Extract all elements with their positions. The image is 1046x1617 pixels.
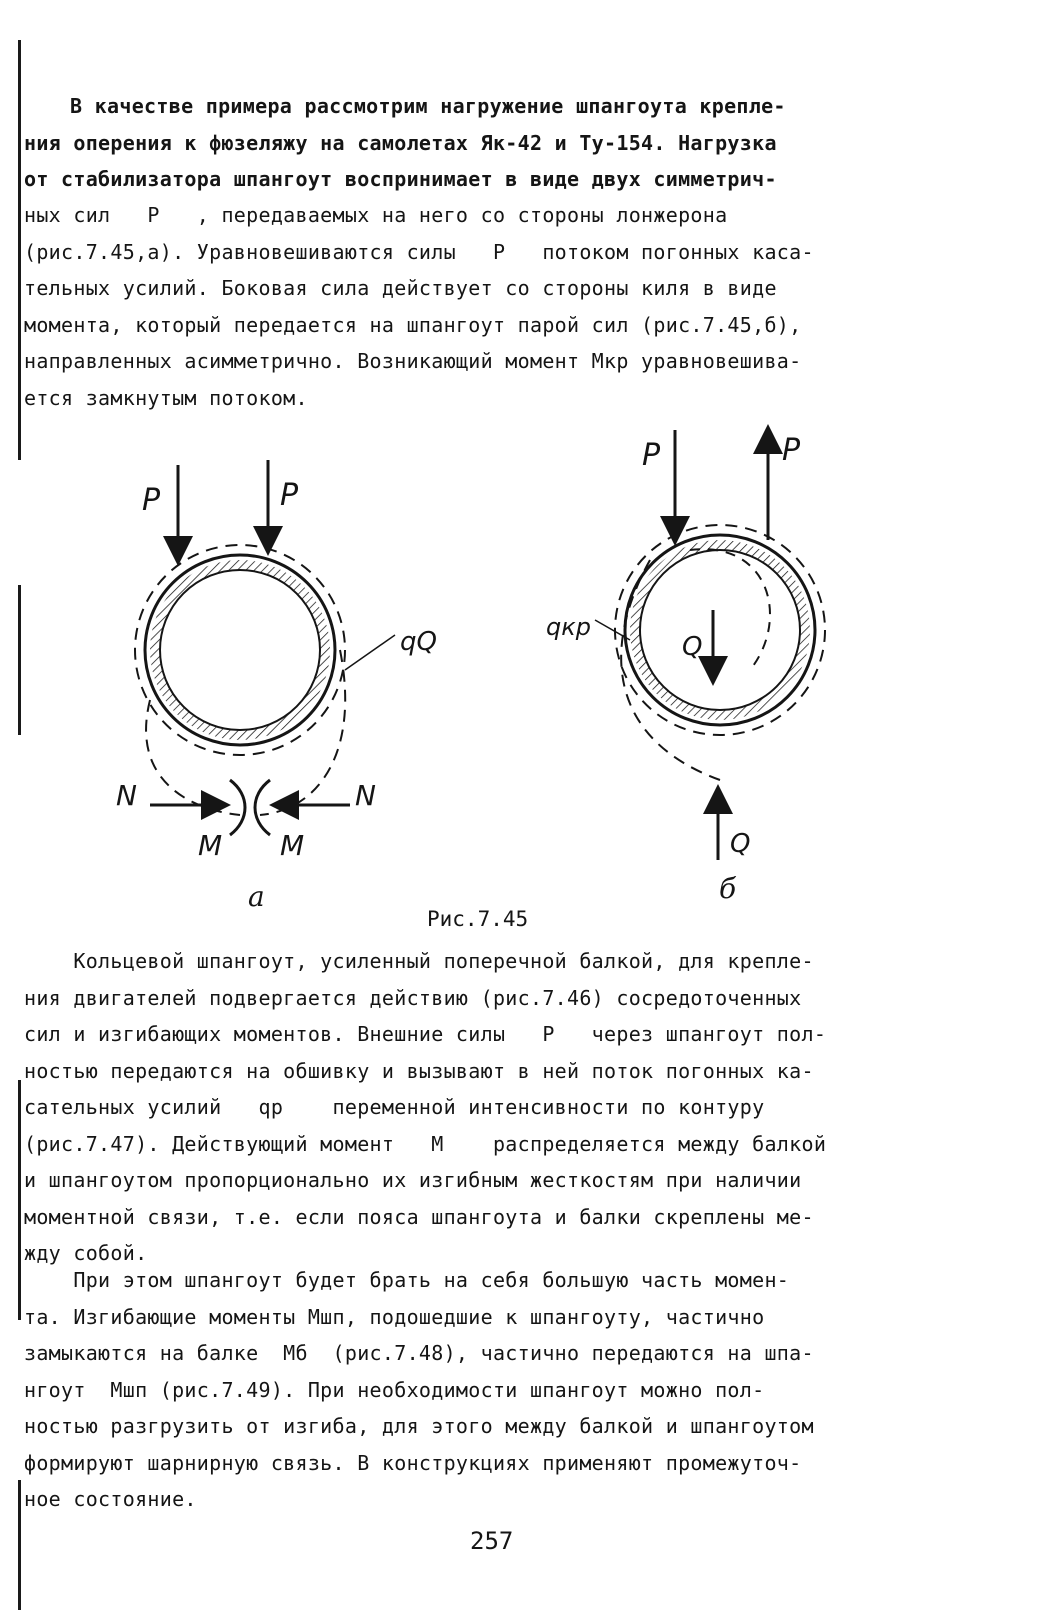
paragraph-moments (24, 1262, 984, 1518)
text-line: ное состояние. (24, 1487, 197, 1511)
shear-flow-circle (135, 545, 345, 755)
figure-7-45 (90, 420, 980, 920)
frame-inner-ring (640, 550, 800, 710)
moment-arc (230, 780, 245, 835)
text-line: сательных усилий qp переменной интенсивности по контуру (24, 1095, 765, 1119)
label-p: P (142, 483, 161, 518)
text-line: момента, который передается на шпангоут парой сил (рис.7.45,б), (24, 312, 802, 337)
text-line: Кольцевой шпангоут, усиленный поперечной балкой, для крепле- (24, 949, 814, 973)
text-line: ния двигателей подвергается действию (рис.7.46) сосредоточенных (24, 985, 802, 1010)
text-line: ностью передаются на обшивку и вызывают в ней поток погонных ка- (24, 1058, 814, 1083)
margin-rule (18, 40, 21, 460)
paragraph-frame (24, 943, 984, 1272)
text-line: моментной связи, т.е. если пояса шпангоута и балки скреплены ме- (24, 1204, 814, 1229)
text-line: от стабилизатора шпангоут воспринимает в виде двух симметрич- (24, 167, 777, 191)
text-line: ных сил P , передаваемых на него со стороны лонжерона (24, 203, 728, 227)
label-q: qQ (400, 627, 437, 657)
label-m: M (198, 829, 223, 862)
figure-letter: б (719, 872, 737, 905)
frame-outer-ring (145, 555, 335, 745)
moment-arc (255, 780, 270, 835)
frame-hatched-ring (635, 545, 805, 715)
frame-hatched-ring (155, 565, 325, 735)
text-line: (рис.7.47). Действующий момент M распределяется между балкой (24, 1131, 827, 1156)
label-q: qкр (546, 613, 591, 641)
text-line: (рис.7.45,а). Уравновешиваются силы P потоком погонных каса- (24, 239, 814, 264)
label-n: N (355, 779, 376, 812)
page-number: 257 (470, 1527, 514, 1555)
label-n: N (116, 779, 137, 812)
paragraph-intro (24, 197, 984, 416)
paragraph-intro-bold (24, 88, 984, 198)
text-line: ния оперения к фюзеляжу на самолетах Як-42 и Ту-154. Нагрузка (24, 130, 777, 155)
text-line: При этом шпангоут будет брать на себя большую часть момен- (24, 1268, 790, 1292)
text-line: замыкаются на балке Mб (рис.7.48), частично передаются на шпа- (24, 1341, 814, 1365)
label-p: P (280, 478, 299, 513)
diagram-a (116, 460, 437, 862)
leader-line (345, 635, 395, 670)
text-line: тельных усилий. Боковая сила действует со стороны киля в виде (24, 276, 777, 300)
diagram-b (546, 430, 825, 860)
text-line: формируют шарнирную связь. В конструкциях применяют промежуточ- (24, 1450, 802, 1475)
text-line: ется замкнутым потоком. (24, 385, 308, 410)
text-line: жду собой. (24, 1241, 148, 1265)
text-line: В качестве примера рассмотрим нагружение шпангоута крепле- (70, 94, 786, 118)
figure-caption: Рис.7.45 (427, 907, 529, 931)
text-line: ностью разгрузить от изгиба, для этого между балкой и шпангоутом (24, 1414, 814, 1438)
label-q: Q (730, 829, 751, 859)
text-line: направленных асимметрично. Возникающий момент Mкр уравновешива- (24, 349, 802, 373)
frame-inner-ring (160, 570, 320, 730)
margin-rule (18, 585, 21, 735)
shear-flow-circle (615, 525, 825, 735)
label-m: M (280, 829, 305, 862)
frame-outer-ring (625, 535, 815, 725)
text-line: та. Изгибающие моменты Mшп, подошедшие к шпангоуту, частично (24, 1304, 765, 1329)
text-line: и шпангоутом пропорционально их изгибным жесткостям при наличии (24, 1168, 802, 1192)
figure-letter: а (248, 880, 265, 913)
label-p: P (642, 438, 661, 473)
margin-rule (18, 1080, 21, 1320)
text-line: сил и изгибающих моментов. Внешние силы P через шпангоут пол- (24, 1022, 827, 1046)
label-q: Q (682, 632, 703, 662)
text-line: нгоут Mшп (рис.7.49). При необходимости шпангоут можно пол- (24, 1377, 765, 1402)
shear-flow-outer (621, 560, 720, 780)
margin-rule (18, 1480, 21, 1610)
label-p: P (782, 433, 801, 468)
